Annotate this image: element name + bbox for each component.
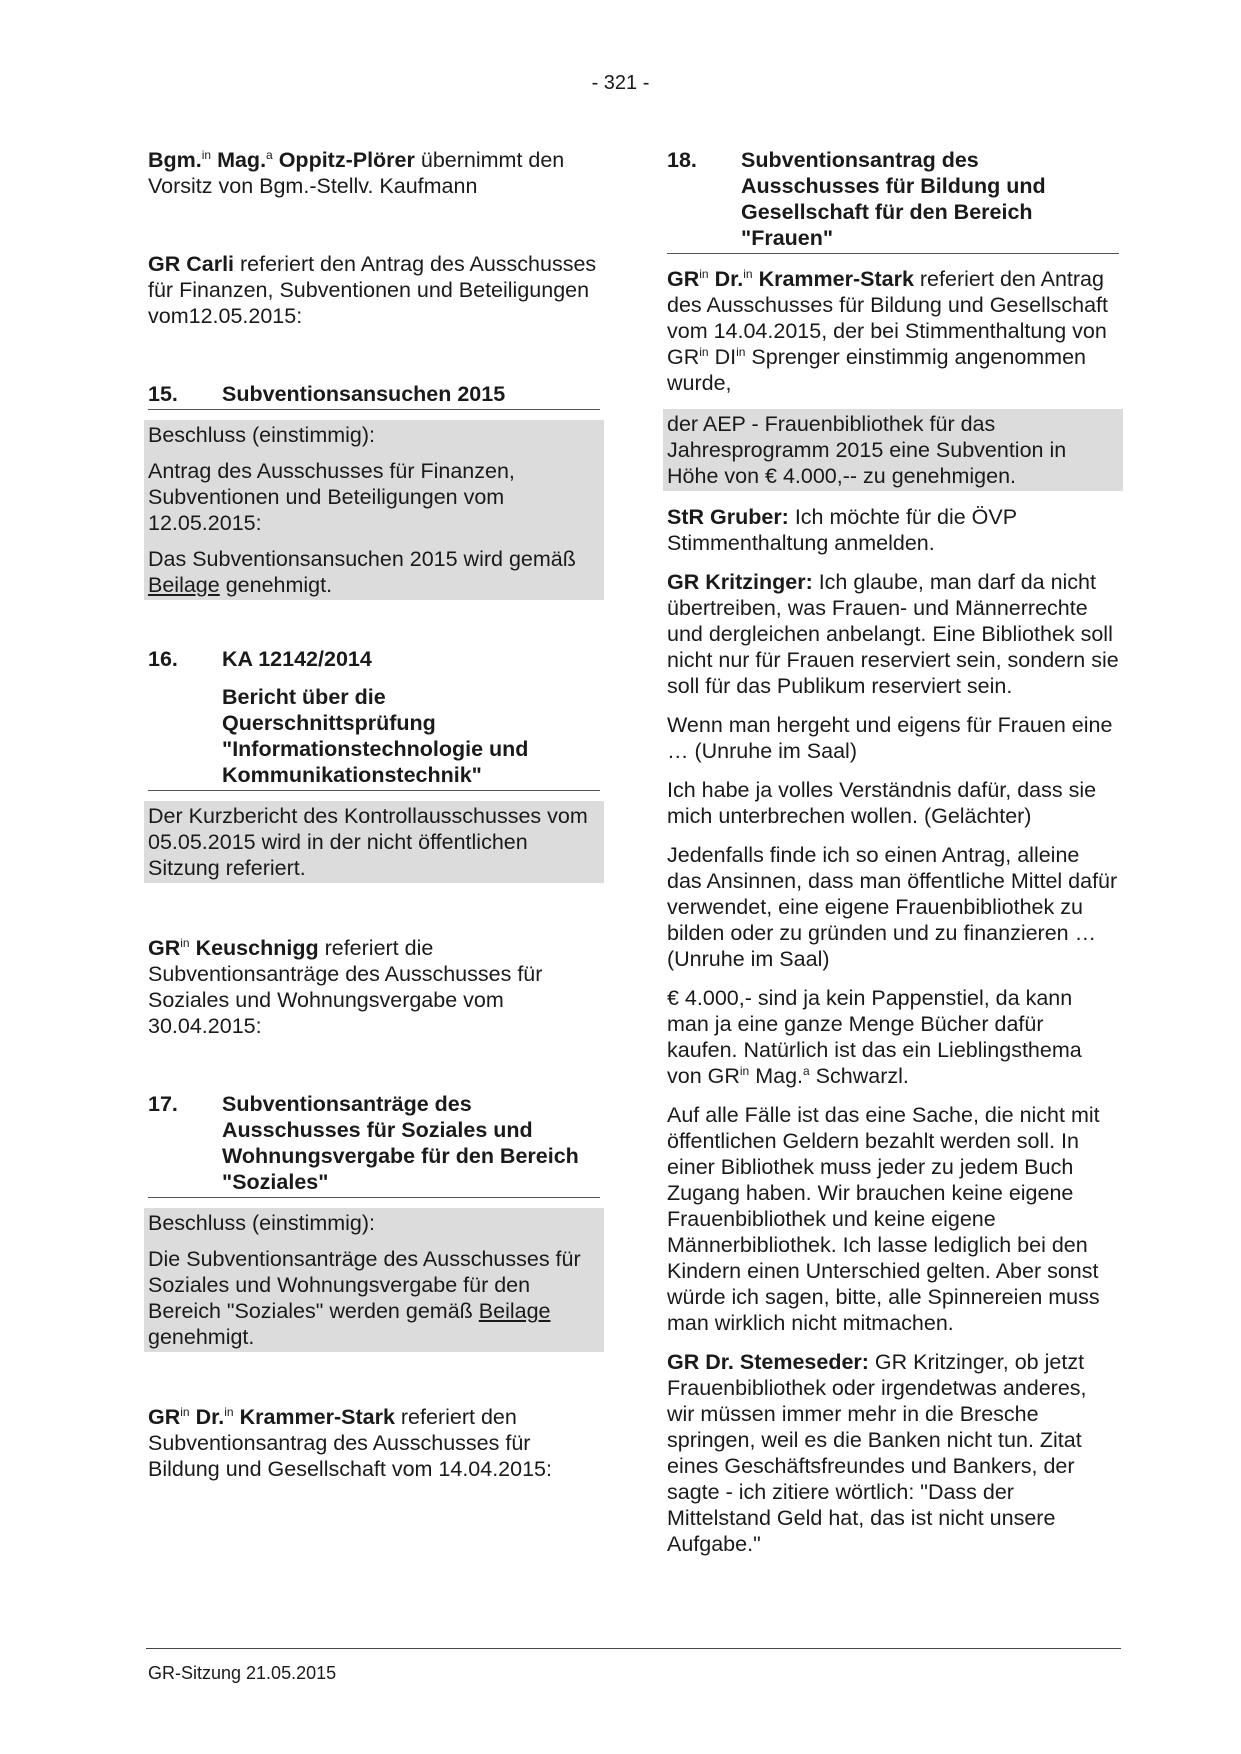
paragraph-stemeseder: GR Dr. Stemeseder: GR Kritzinger, ob jetzt Frauenbibliothek oder irgendetwas anderes, wir müssen immer mehr in die Bresche springen, weil es die Banken nicht tun. Zitat eines Geschäftsfreundes und Bankers, der sagte - ich zitiere wörtlich: "Dass der Mittelstand Geld hat, das ist nicht unsere Aufgabe." (667, 1350, 1087, 1556)
left-column (148, 147, 600, 1482)
item-18-heading: 18. Subventionsantrag des Ausschusses für Bildung und Gesellschaft für den Bereich "Frauen" (667, 147, 1119, 254)
footer-divider (146, 1648, 1121, 1649)
intro-carli: GR Carli referiert den Antrag des Ausschusses für Finanzen, Subventionen und Beteiligungen vom12.05.2015: (148, 252, 597, 328)
item-15-heading: 15. Subventionsansuchen 2015 (148, 381, 600, 410)
paragraph: Wenn man hergeht und eigens für Frauen eine … (Unruhe im Saal) (667, 713, 1113, 763)
paragraph-krammer-stark: $GR^{in}$ Dr.$^{in}$ Krammer-Stark referiert den Antrag des Ausschusses für Bildung und Gesellschaft vom 14.04.2015, der bei Stimmenthaltung von $GR^{in}$ $DI^{in}$ Sprenger einstimmig angenommen wurde, (667, 266, 1109, 395)
intro-keuschnigg: $GR^{in}$ Keuschnigg referiert die Subventionsanträge des Ausschusses für Soziales und Wohnungsvergabe vom 30.04.2015: (148, 935, 543, 1038)
item-17-heading: 17. Subventionsanträge des Ausschusses für Soziales und Wohnungsvergabe für den Bereich "Soziales" (148, 1091, 600, 1198)
paragraph: € 4.000,- sind ja kein Pappenstiel, da kann man ja eine ganze Menge Bücher dafür kaufen. Natürlich ist das ein Lieblingsthema von $GR^{in}$ Mag.$^a$ Schwarzl. (667, 986, 1082, 1088)
intro-krammer-stark: $GR^{in}$ Dr.$^{in}$ Krammer-Stark referiert den Subventionsantrag des Ausschusses für Bildung und Gesellschaft vom 14.04.2015: (148, 1404, 552, 1481)
paragraph-gruber: StR Gruber: Ich möchte für die ÖVP Stimmenthaltung anmelden. (667, 505, 1017, 555)
paragraph: Jedenfalls finde ich so einen Antrag, alleine das Ansinnen, dass man öffentliche Mittel dafür verwendet, eine eigene Frauenbibliothek zu bilden oder zu gründen und zu finanzieren … (Unruhe im Saal) (667, 843, 1118, 971)
beilage-link[interactable]: Beilage (478, 1299, 551, 1323)
beilage-link[interactable]: Beilage (148, 573, 220, 597)
item-17-box: Beschluss (einstimmig): Die Subventionsanträge des Ausschusses für Soziales und Wohnungsvergabe für den Bereich "Soziales" werden gemäß Beilage genehmigt. (144, 1208, 604, 1352)
item-18-box: der AEP - Frauenbibliothek für das Jahresprogramm 2015 eine Subvention in Höhe von € 4.000,-- zu genehmigen. (663, 409, 1123, 491)
paragraph-kritzinger: GR Kritzinger: Ich glaube, man darf da nicht übertreiben, was Frauen- und Männerrechte und dergleichen anbelangt. Eine Bibliothek soll nicht nur für Frauen reserviert sein, sondern sie soll für das Publikum reserviert sein. (667, 570, 1119, 698)
item-15-box: Beschluss (einstimmig): Antrag des Ausschusses für Finanzen, Subventionen und Beteiligungen vom 12.05.2015: Das Subventionsansuchen 2015 wird gemäß Beilage genehmigt. (144, 420, 604, 600)
page-number: - 321 - (591, 72, 650, 94)
right-column (667, 147, 1119, 1570)
item-16-heading: 16. KA 12142/2014 (148, 647, 372, 671)
paragraph: Ich habe ja volles Verständnis dafür, dass sie mich unterbrechen wollen. (Gelächter) (667, 778, 1097, 828)
paragraph: Auf alle Fälle ist das eine Sache, die nicht mit öffentlichen Geldern bezahlt werden soll. In einer Bibliothek muss jeder zu jedem Buch Zugang haben. Wir brauchen keine eigene Frauenbibliothek und keine eigene Männerbibliothek. Ich lasse lediglich bei den Kindern einen Unterschied gelten. Aber sonst würde ich sagen, bitte, alle Spinnereien muss man wirklich nicht mitmachen. (667, 1103, 1100, 1335)
item-16-box: Der Kurzbericht des Kontrollausschusses vom 05.05.2015 wird in der nicht öffentlichen Sitzung referiert. (144, 801, 604, 883)
item-16-subtitle: Bericht über die Querschnittsprüfung "Informationstechnologie und Kommunikationstechnik" (148, 684, 600, 791)
footer-text: GR-Sitzung 21.05.2015 (148, 1663, 337, 1683)
intro-chair: Bgm.$^{in}$ Mag.$^a$ Oppitz-Plörer übernimmt den Vorsitz von Bgm.-Stellv. Kaufmann (148, 147, 565, 198)
